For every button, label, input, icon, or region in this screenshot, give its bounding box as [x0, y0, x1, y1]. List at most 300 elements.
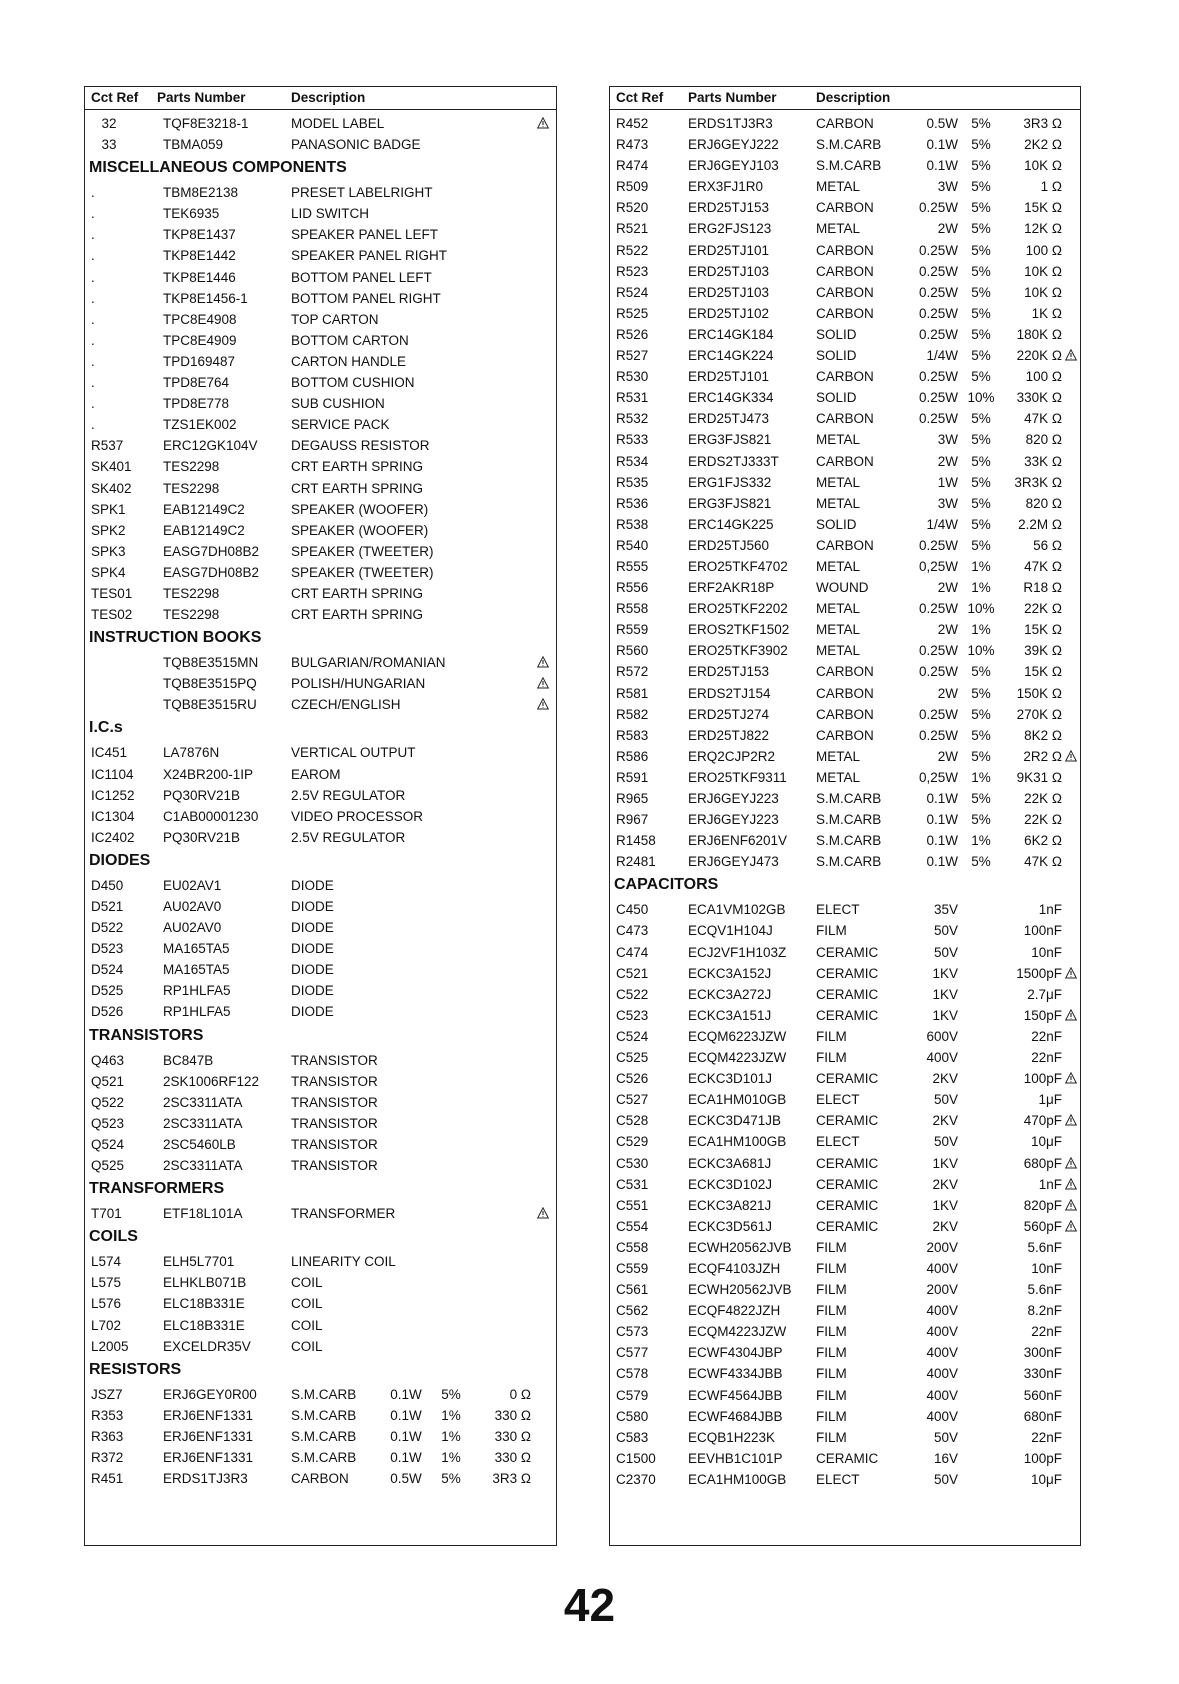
part-description: SOLID: [816, 348, 857, 364]
cct-ref: IC2402: [91, 829, 135, 845]
part-row: [610, 176, 1080, 197]
part-description: DIODE: [291, 899, 334, 914]
part-rating: 50V: [933, 1429, 958, 1445]
part-number: ECA1VM102GB: [688, 902, 786, 918]
part-rating: 2W: [937, 748, 958, 764]
part-number: X24BR200-1IP: [163, 766, 254, 782]
part-value: 22K Ω: [1024, 812, 1062, 828]
cct-ref: Q524: [91, 1136, 125, 1152]
cct-ref: C527: [616, 1092, 649, 1108]
part-number: TKP8E1446: [163, 269, 236, 285]
part-description: FILM: [816, 1303, 847, 1319]
cct-ref: R555: [616, 558, 649, 574]
part-description: ELECT: [816, 1471, 860, 1487]
part-rating: 0.25W: [918, 263, 958, 279]
part-rating: 0.1W: [390, 1449, 422, 1465]
part-number: ERC14GK334: [688, 390, 774, 406]
cct-ref: C521: [616, 965, 649, 981]
part-tolerance: 5%: [971, 516, 991, 532]
part-tolerance: 5%: [971, 242, 991, 258]
part-row: [610, 1300, 1080, 1321]
part-number: ERDS1TJ3R3: [163, 1471, 248, 1487]
part-row: [610, 1174, 1080, 1195]
part-number: EAB12149C2: [163, 501, 245, 517]
part-description: S.M.CARB: [816, 833, 882, 849]
cct-ref: C578: [616, 1366, 649, 1382]
part-tolerance: 1%: [441, 1428, 461, 1444]
warning-triangle-icon: [537, 656, 549, 668]
part-row: [610, 1047, 1080, 1068]
part-row: [85, 896, 556, 917]
safety-warning: [1065, 1216, 1077, 1237]
part-description: PANASONIC BADGE: [291, 137, 421, 153]
part-row: [85, 309, 556, 330]
part-row: [85, 224, 556, 245]
part-description: LID SWITCH: [291, 206, 370, 222]
cct-ref: R965: [616, 791, 649, 806]
part-description: DIODE: [291, 877, 334, 893]
part-row: [85, 288, 556, 309]
part-tolerance: 5%: [971, 748, 991, 764]
part-number: ECQV1H104J: [688, 923, 773, 939]
part-description: FILM: [816, 1387, 847, 1403]
safety-warning: [1065, 1068, 1077, 1089]
part-description: TOP CARTON: [291, 311, 379, 327]
warning-triangle-icon: [1065, 1199, 1077, 1211]
left-column-header: [85, 87, 556, 110]
part-number: MA165TA5: [163, 962, 230, 978]
part-rating: 2KV: [932, 1071, 958, 1087]
part-row: [610, 920, 1080, 941]
part-value: 9K31 Ω: [1016, 769, 1062, 785]
section-heading: RESISTORS: [89, 1360, 182, 1378]
part-tolerance: 5%: [971, 453, 991, 469]
part-number: TQF8E3218-1: [163, 116, 249, 131]
cct-ref: R586: [616, 748, 649, 764]
cct-ref: Q525: [91, 1158, 125, 1174]
part-rating: 0.1W: [926, 833, 958, 849]
part-rating: 2W: [937, 685, 958, 701]
part-number: ERQ2CJP2R2: [688, 748, 776, 764]
part-tolerance: 5%: [971, 537, 991, 553]
part-description: CARTON HANDLE: [291, 353, 407, 369]
part-row: [85, 393, 556, 414]
right-parts-panel: [609, 86, 1081, 1546]
part-row: [610, 429, 1080, 450]
part-value: 100nF: [1023, 923, 1062, 939]
part-value: 100pF: [1023, 1071, 1062, 1087]
part-description: CZECH/ENGLISH: [291, 697, 401, 713]
part-row: [85, 372, 556, 393]
part-tolerance: 5%: [971, 305, 991, 321]
part-rating: 35V: [933, 902, 958, 918]
part-row: [85, 827, 556, 848]
cct-ref: SPK4: [91, 564, 126, 580]
part-description: CARBON: [816, 706, 874, 722]
cct-ref: C528: [616, 1113, 649, 1129]
part-description: FILM: [816, 1408, 847, 1424]
part-row: [85, 806, 556, 827]
part-description: CRT EARTH SPRING: [291, 480, 424, 496]
part-value: 3R3 Ω: [1023, 116, 1062, 131]
part-value: 47K Ω: [1024, 558, 1062, 574]
part-description: BOTTOM PANEL LEFT: [291, 269, 432, 285]
cct-ref: L702: [91, 1317, 122, 1333]
part-rating: 3W: [937, 432, 958, 448]
part-number: ERDS1TJ3R3: [688, 116, 773, 131]
part-number: ECKC3A821J: [688, 1197, 772, 1213]
cct-ref: Q523: [91, 1115, 125, 1131]
cct-ref: R531: [616, 390, 649, 406]
part-description: SUB CUSHION: [291, 396, 385, 412]
part-description: ELECT: [816, 1092, 860, 1108]
part-row: [610, 1321, 1080, 1342]
part-row: [610, 598, 1080, 619]
part-number: ECKC3D102J: [688, 1176, 773, 1192]
cct-ref: R535: [616, 474, 649, 490]
part-rating: 1W: [937, 474, 958, 490]
part-value: 2K2 Ω: [1024, 137, 1062, 153]
cct-ref: Q522: [91, 1094, 125, 1110]
part-description: FILM: [816, 1429, 847, 1445]
part-number: TPD8E764: [163, 375, 230, 391]
part-row: [610, 451, 1080, 472]
part-value: 100pF: [1023, 1450, 1062, 1466]
part-description: METAL: [816, 179, 861, 195]
part-value: 8.2nF: [1027, 1303, 1062, 1319]
part-rating: 200V: [926, 1239, 958, 1255]
cct-ref: R572: [616, 664, 649, 680]
part-value: 1nF: [1038, 1176, 1062, 1192]
cct-ref: R533: [616, 432, 649, 448]
cct-ref: C2370: [616, 1471, 656, 1487]
warning-triangle-icon: [1065, 1157, 1077, 1169]
cct-ref: C558: [616, 1239, 649, 1255]
part-description: CERAMIC: [816, 1176, 879, 1192]
part-number: ECQM6223JZW: [688, 1028, 787, 1044]
part-value: 680nF: [1023, 1408, 1062, 1424]
part-tolerance: 10%: [967, 643, 995, 659]
part-number: ERD25TJ473: [688, 411, 770, 427]
part-row: [85, 1251, 556, 1272]
part-rating: 0.1W: [926, 854, 958, 870]
cct-ref: C526: [616, 1071, 649, 1087]
cct-ref: C522: [616, 986, 649, 1002]
part-number: TKP8E1442: [163, 248, 236, 264]
part-description: COIL: [291, 1296, 323, 1312]
part-number: ERDS2TJ333T: [688, 453, 779, 469]
part-row: [610, 408, 1080, 429]
part-number: ECKC3A152J: [688, 965, 772, 981]
part-rating: 0,25W: [918, 558, 958, 574]
part-description: TRANSISTOR: [291, 1115, 378, 1131]
cct-ref: 32: [101, 116, 117, 131]
part-rating: 0.1W: [926, 137, 958, 153]
cct-ref: .: [91, 248, 95, 264]
part-number: ERD25TJ102: [688, 305, 770, 321]
part-number: ERJ6GEYJ222: [688, 137, 779, 153]
cct-ref: R527: [616, 348, 649, 364]
part-row: [610, 134, 1080, 155]
part-tolerance: 5%: [971, 495, 991, 511]
part-number: LA7876N: [163, 745, 220, 761]
part-row: [610, 1153, 1080, 1174]
part-number: ECWF4684JBB: [688, 1408, 783, 1424]
page-number: 42: [563, 1579, 616, 1631]
part-number: ELC18B331E: [163, 1317, 245, 1333]
part-number: ECQM4223JZW: [688, 1050, 787, 1066]
part-number: ECKC3A151J: [688, 1007, 772, 1023]
part-number: TES2298: [163, 480, 220, 496]
part-row: [85, 1001, 556, 1022]
safety-warning: [1065, 963, 1077, 984]
part-rating: 0.25W: [918, 326, 958, 342]
part-row: [610, 218, 1080, 239]
part-rating: 50V: [933, 1092, 958, 1108]
part-description: METAL: [816, 748, 861, 764]
part-description: METAL: [816, 474, 861, 490]
cct-ref: SK402: [91, 480, 132, 496]
part-tolerance: 5%: [971, 706, 991, 722]
part-description: CERAMIC: [816, 1071, 879, 1087]
part-rating: 400V: [926, 1050, 958, 1066]
part-row: [85, 456, 556, 477]
part-description: PRESET LABELRIGHT: [291, 185, 433, 201]
cct-ref: C473: [616, 923, 649, 939]
cct-ref: C529: [616, 1134, 649, 1150]
part-row: [610, 535, 1080, 556]
part-description: S.M.CARB: [291, 1449, 357, 1465]
part-row: [85, 1092, 556, 1113]
part-rating: 0.1W: [926, 158, 958, 174]
part-row: [610, 984, 1080, 1005]
section-heading: MISCELLANEOUS COMPONENTS: [89, 159, 347, 177]
part-row: [610, 514, 1080, 535]
part-row: [85, 1447, 556, 1468]
part-number: TES2298: [163, 585, 220, 601]
part-rating: 1KV: [932, 965, 958, 981]
part-description: LINEARITY COIL: [291, 1254, 396, 1270]
part-number: TPD169487: [163, 353, 236, 369]
part-description: CARBON: [816, 664, 874, 680]
part-value: 10μF: [1030, 1134, 1062, 1150]
part-rating: 600V: [926, 1028, 958, 1044]
part-row: [85, 938, 556, 959]
part-description: CERAMIC: [816, 1007, 879, 1023]
part-description: TRANSISTOR: [291, 1136, 378, 1152]
part-description: CARBON: [816, 242, 874, 258]
part-rating: 3W: [937, 495, 958, 511]
part-row: [610, 746, 1080, 767]
part-number: EEVHB1C101P: [688, 1450, 783, 1466]
part-row: [610, 683, 1080, 704]
part-tolerance: 5%: [971, 791, 991, 806]
part-row: [85, 1113, 556, 1134]
warning-triangle-icon: [1065, 349, 1077, 361]
part-number: PQ30RV21B: [163, 787, 241, 803]
section-heading: TRANSFORMERS: [89, 1180, 225, 1198]
part-description: ELECT: [816, 902, 860, 918]
part-row: [610, 282, 1080, 303]
part-number: ECA1HM100GB: [688, 1471, 787, 1487]
part-value: 22nF: [1031, 1050, 1062, 1066]
part-description: VIDEO PROCESSOR: [291, 808, 424, 824]
part-row: [610, 1406, 1080, 1427]
part-tolerance: 5%: [971, 263, 991, 279]
part-row: [85, 203, 556, 224]
part-number: TES2298: [163, 459, 220, 475]
safety-warning: [537, 694, 549, 715]
cct-ref: D524: [91, 962, 124, 978]
part-rating: 400V: [926, 1324, 958, 1340]
part-description: COIL: [291, 1275, 323, 1291]
part-description: CARBON: [816, 727, 874, 743]
part-row: [85, 764, 556, 785]
part-value: 2.2M Ω: [1018, 516, 1062, 532]
cct-ref: R582: [616, 706, 649, 722]
part-value: 10K Ω: [1024, 284, 1062, 300]
part-description: CARBON: [816, 453, 874, 469]
part-row: [85, 1134, 556, 1155]
cct-ref: R581: [616, 685, 649, 701]
part-rating: 0.25W: [918, 537, 958, 553]
cct-ref: Q521: [91, 1073, 125, 1089]
part-rating: 50V: [933, 1134, 958, 1150]
part-rating: 2W: [937, 580, 958, 596]
part-description: SOLID: [816, 326, 857, 342]
part-number: ECA1HM100GB: [688, 1134, 787, 1150]
part-description: CARBON: [816, 284, 874, 300]
cct-ref: C580: [616, 1408, 649, 1424]
part-number: TQB8E3515RU: [163, 697, 257, 713]
part-row: [85, 673, 556, 694]
part-description: CARBON: [816, 537, 874, 553]
warning-triangle-icon: [1065, 750, 1077, 762]
cct-ref: IC451: [91, 745, 128, 761]
part-row: [610, 1195, 1080, 1216]
part-row: [85, 113, 556, 134]
part-value: 5.6nF: [1027, 1282, 1062, 1298]
part-row: [610, 1026, 1080, 1047]
part-number: ECKC3A681J: [688, 1155, 772, 1171]
part-tolerance: 5%: [971, 474, 991, 490]
warning-triangle-icon: [1065, 967, 1077, 979]
part-row: [610, 725, 1080, 746]
part-rating: 2W: [937, 622, 958, 638]
part-tolerance: 5%: [971, 812, 991, 828]
part-description: MODEL LABEL: [291, 116, 385, 131]
part-row: [85, 1384, 556, 1405]
part-value: 8K2 Ω: [1024, 727, 1062, 743]
cct-ref-header: Cct Ref: [91, 90, 139, 105]
part-tolerance: 5%: [441, 1471, 461, 1487]
part-row: [610, 1427, 1080, 1448]
part-number: ERJ6GEYJ223: [688, 812, 779, 828]
part-number: ERD25TJ153: [688, 664, 770, 680]
part-value: 10μF: [1030, 1471, 1062, 1487]
part-description: BOTTOM CARTON: [291, 332, 409, 348]
cct-ref: C573: [616, 1324, 649, 1340]
cct-ref: TES01: [91, 585, 133, 601]
cct-ref: L2005: [91, 1338, 129, 1354]
part-number: 2SC5460LB: [163, 1136, 236, 1152]
cct-ref: T701: [91, 1206, 122, 1222]
cct-ref: IC1304: [91, 808, 135, 824]
part-description: CERAMIC: [816, 1197, 879, 1213]
part-number: ECA1HM010GB: [688, 1092, 787, 1108]
part-tolerance: 5%: [971, 158, 991, 174]
part-description: TRANSFORMER: [291, 1206, 396, 1222]
part-description: TRANSISTOR: [291, 1073, 378, 1089]
part-value: 330nF: [1023, 1366, 1062, 1382]
part-description: POLISH/HUNGARIAN: [291, 676, 426, 692]
part-description: METAL: [816, 643, 861, 659]
part-value: 39K Ω: [1024, 643, 1062, 659]
part-rating: 1KV: [932, 1007, 958, 1023]
part-tolerance: 5%: [971, 854, 991, 870]
part-number: ETF18L101A: [163, 1206, 243, 1222]
part-value: 470pF: [1023, 1113, 1062, 1129]
part-value: R18 Ω: [1023, 580, 1062, 596]
cct-ref: D523: [91, 941, 124, 957]
cct-ref: .: [91, 353, 95, 369]
part-rating: 0.25W: [918, 390, 958, 406]
part-description: METAL: [816, 622, 861, 638]
part-rating: 0.25W: [918, 727, 958, 743]
part-tolerance: 5%: [971, 326, 991, 342]
section-heading: I.C.s: [89, 719, 123, 737]
part-number: TPD8E778: [163, 396, 230, 412]
cct-ref: R363: [91, 1428, 124, 1444]
part-number: ERO25TKF9311: [688, 769, 787, 785]
part-rating: 0.25W: [918, 284, 958, 300]
cct-ref: R372: [91, 1449, 124, 1465]
part-row: [610, 788, 1080, 809]
part-rating: 400V: [926, 1366, 958, 1382]
part-row: [85, 1405, 556, 1426]
part-description: CARBON: [816, 369, 874, 385]
part-number: RP1HLFA5: [163, 983, 231, 999]
part-row: [610, 661, 1080, 682]
cct-ref: .: [91, 375, 95, 391]
part-rating: 0.25W: [918, 242, 958, 258]
part-value: 330 Ω: [494, 1428, 531, 1444]
part-number: ERF2AKR18P: [688, 580, 775, 596]
cct-ref: R451: [91, 1471, 124, 1487]
part-description: CERAMIC: [816, 1113, 879, 1129]
part-description: 2.5V REGULATOR: [291, 787, 406, 803]
part-description: CARBON: [816, 116, 874, 131]
part-row: [85, 1272, 556, 1293]
part-row: [85, 351, 556, 372]
part-number: TZS1EK002: [163, 417, 237, 433]
part-row: [85, 134, 556, 155]
part-number: ERJ6ENF6201V: [688, 833, 788, 849]
part-description: SPEAKER PANEL LEFT: [291, 227, 439, 243]
part-row: [610, 1131, 1080, 1152]
part-description: FILM: [816, 1260, 847, 1276]
cct-ref: D450: [91, 877, 124, 893]
part-description: TRANSISTOR: [291, 1158, 378, 1174]
cct-ref: R559: [616, 622, 649, 638]
part-row: [85, 1203, 556, 1224]
cct-ref: C531: [616, 1176, 649, 1192]
part-number: ERC14GK184: [688, 326, 774, 342]
part-description: SPEAKER PANEL RIGHT: [291, 248, 448, 264]
part-rating: 50V: [933, 944, 958, 960]
part-rating: 0.25W: [918, 305, 958, 321]
parts-number-header: Parts Number: [688, 90, 777, 105]
